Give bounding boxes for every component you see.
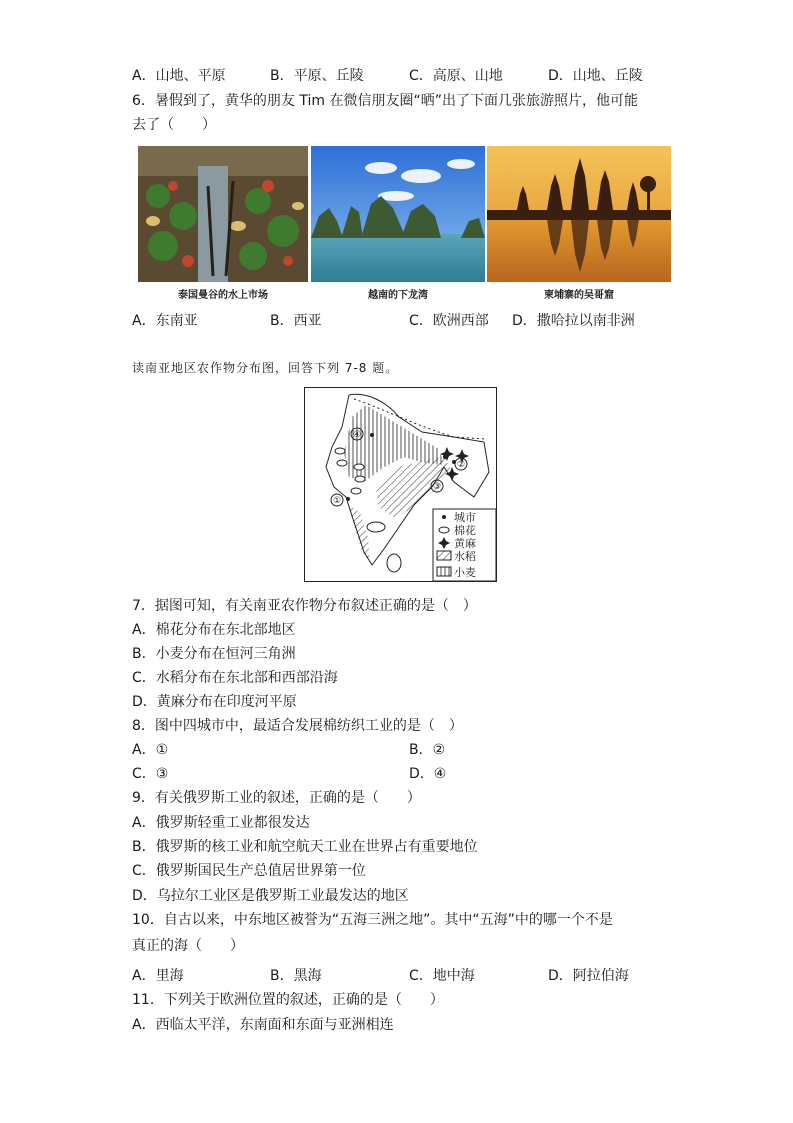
q11-option-a: A．西临太平洋，东南面和东面与亚洲相连 — [132, 1017, 394, 1033]
q7-option-a: A．棉花分布在东北部地区 — [132, 622, 296, 638]
q9-option-b: B．俄罗斯的核工业和航空航天工业在世界占有重要地位 — [132, 839, 478, 855]
legend-jute: 黄麻 — [454, 537, 476, 550]
photo-angkor-wat — [487, 146, 671, 282]
q7-stem: 7．据图可知，有关南亚农作物分布叙述正确的是（ ） — [132, 598, 477, 614]
q6-stem-line1: 6．暑假到了，黄华的朋友 Tim 在微信朋友圈“晒”出了下面几张旅游照片，他可能 — [132, 93, 638, 109]
q8-option-c: C．③ — [132, 766, 169, 782]
q9-option-c: C．俄罗斯国民生产总值居世界第一位 — [132, 863, 366, 879]
intro-7-8: 读南亚地区农作物分布图，回答下列 7-8 题。 — [132, 361, 399, 375]
q8-option-d: D．④ — [409, 766, 447, 782]
map-marker-3: ③ — [432, 482, 442, 492]
legend-cotton: 棉花 — [454, 524, 476, 537]
q8-option-a: A．① — [132, 742, 169, 758]
q6-option-b: B．西亚 — [270, 313, 322, 329]
south-asia-crop-map — [304, 387, 497, 582]
q10-option-c: C．地中海 — [409, 968, 475, 984]
q6-option-c: C．欧洲西部 — [409, 313, 489, 329]
q10-option-d: D．阿拉伯海 — [548, 968, 629, 984]
legend-wheat: 小麦 — [454, 566, 476, 579]
q6-option-d: D．撒哈拉以南非洲 — [512, 313, 635, 329]
q10-stem-line2: 真正的海（ ） — [132, 938, 244, 954]
q5-option-d: D．山地、丘陵 — [548, 68, 643, 84]
q7-option-b: B．小麦分布在恒河三角洲 — [132, 646, 296, 662]
map-marker-2: ② — [456, 460, 466, 470]
map-marker-1: ① — [332, 496, 342, 506]
photo-halong-bay — [311, 146, 485, 282]
photo-caption-2: 越南的下龙湾 — [368, 290, 428, 301]
q8-stem: 8．图中四城市中，最适合发展棉纺织工业的是（ ） — [132, 718, 463, 734]
q10-option-b: B．黑海 — [270, 968, 322, 984]
q5-option-b: B．平原、丘陵 — [270, 68, 364, 84]
q6-stem-line2: 去了（ ） — [132, 117, 216, 133]
q10-stem-line1: 10．自古以来，中东地区被誉为“五海三洲之地”。其中“五海”中的哪一个不是 — [132, 912, 613, 928]
map-marker-4: ④ — [352, 430, 362, 440]
photo-caption-3: 柬埔寨的吴哥窟 — [544, 290, 614, 301]
legend-rice: 水稻 — [454, 550, 476, 563]
q5-option-a: A．山地、平原 — [132, 68, 226, 84]
q6-option-a: A．东南亚 — [132, 313, 198, 329]
q9-stem: 9．有关俄罗斯工业的叙述，正确的是（ ） — [132, 790, 421, 806]
legend-city: 城市 — [454, 511, 476, 524]
q8-option-b: B．② — [409, 742, 446, 758]
q9-option-a: A．俄罗斯轻重工业都很发达 — [132, 815, 310, 831]
q7-option-c: C．水稻分布在东北部和西部沿海 — [132, 670, 338, 686]
q11-stem: 11．下列关于欧洲位置的叙述，正确的是（ ） — [132, 992, 444, 1008]
photo-floating-market — [138, 146, 308, 282]
q9-option-d: D．乌拉尔工业区是俄罗斯工业最发达的地区 — [132, 888, 409, 904]
q10-option-a: A．里海 — [132, 968, 184, 984]
q7-option-d: D．黄麻分布在印度河平原 — [132, 694, 297, 710]
q5-option-c: C．高原、山地 — [409, 68, 503, 84]
photo-caption-1: 泰国曼谷的水上市场 — [178, 290, 268, 301]
